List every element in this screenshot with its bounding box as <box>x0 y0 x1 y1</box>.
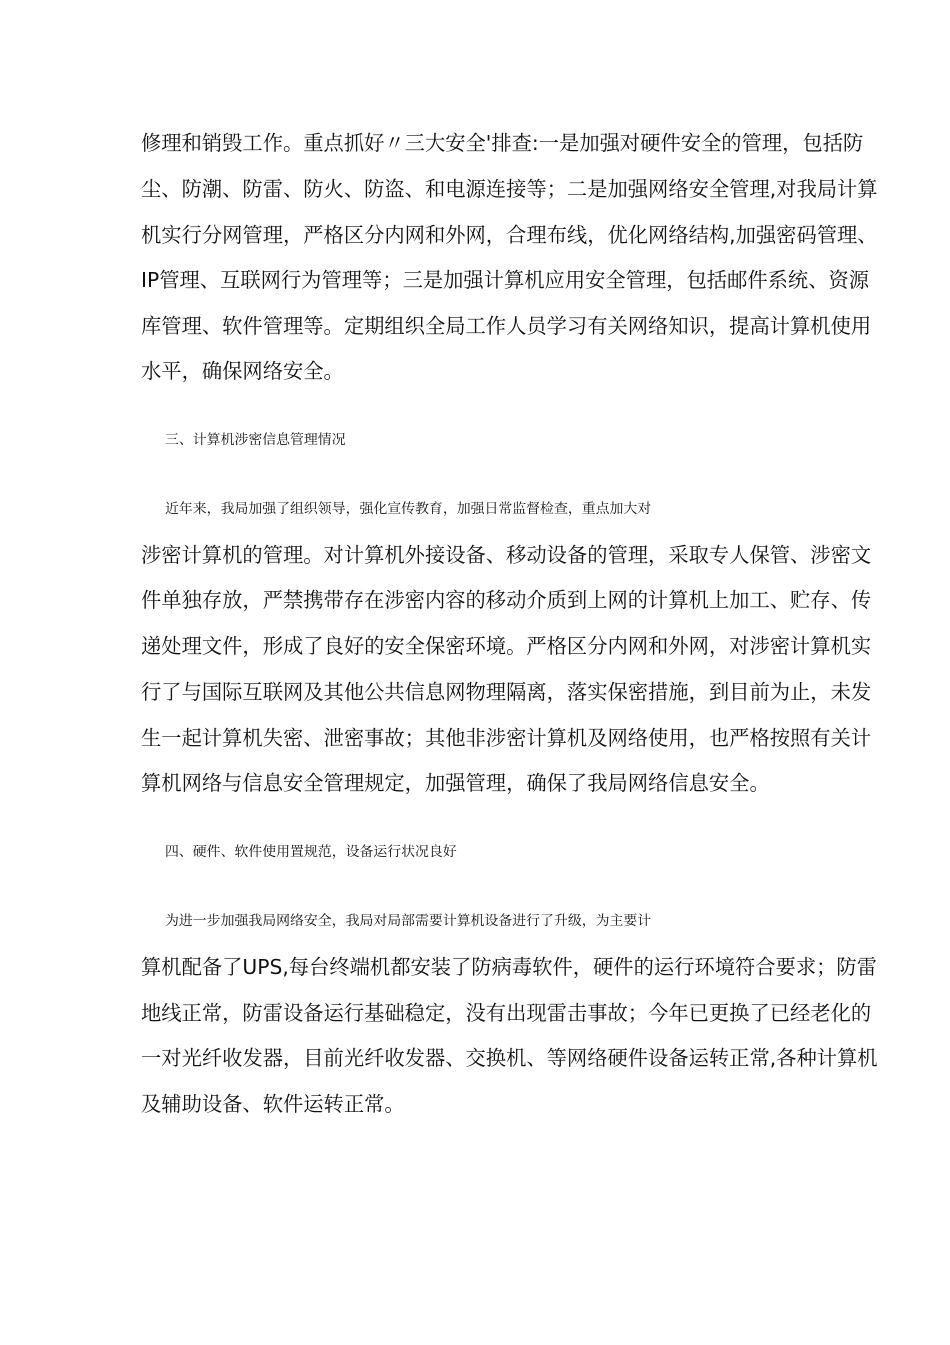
paragraph-line: 尘、防潮、防雷、防火、防盗、和电源连接等；二是加强网络安全管理,对我局计算 <box>141 177 878 201</box>
paragraph-line: 库管理、软件管理等。定期组织全局工作人员学习有关网络知识，提高计算机使用 <box>141 314 872 338</box>
paragraph-line: 行了与国际互联网及其他公共信息网物理隔离，落实保密措施，到目前为止，未发 <box>141 680 872 704</box>
paragraph-line: 修理和销毁工作。重点抓好〃三大安全'排查:一是加强对硬件安全的管理，包括防 <box>141 131 864 155</box>
paragraph-line: 件单独存放，严禁携带存在涉密内容的移动介质到上网的计算机上加工、贮存、传 <box>141 588 872 612</box>
paragraph-line: 算机网络与信息安全管理规定，加强管理，确保了我局网络信息安全。 <box>141 771 770 795</box>
paragraph-line: 递处理文件，形成了良好的安全保密环境。严格区分内网和外网，对涉密计算机实 <box>141 634 872 658</box>
paragraph-line: 近年来，我局加强了组织领导，强化宣传教育，加强日常监督检查，重点加大对 <box>165 501 652 517</box>
paragraph-line: 地线正常，防雷设备运行基础稳定，没有出现雷击事故；今年已更换了已经老化的 <box>141 1001 872 1025</box>
paragraph-line: 水平，确保网络安全。 <box>141 359 344 383</box>
section-heading: 四、硬件、软件使用置规范，设备运行状况良好 <box>165 844 457 860</box>
paragraph-line: IP管理、互联网行为管理等；三是加强计算机应用安全管理，包括邮件系统、资源 <box>141 268 870 292</box>
section-heading: 三、计算机涉密信息管理情况 <box>165 432 346 448</box>
paragraph-line: 一对光纤收发器，目前光纤收发器、交换机、等网络硬件设备运转正常,各种计算机 <box>141 1046 878 1070</box>
paragraph-line: 机实行分网管理，严格区分内网和外网，合理布线，优化网络结构,加强密码管理、 <box>141 223 878 247</box>
paragraph-line: 及辅助设备、软件运转正常。 <box>141 1092 405 1116</box>
paragraph-line: 生一起计算机失密、泄密事故；其他非涉密计算机及网络使用，也严格按照有关计 <box>141 726 872 750</box>
paragraph-line: 算机配备了UPS,每台终端机都安装了防病毒软件，硬件的运行环境符合要求；防雷 <box>141 955 877 979</box>
paragraph-line: 涉密计算机的管理。对计算机外接设备、移动设备的管理，采取专人保管、涉密文 <box>141 543 872 567</box>
paragraph-line: 为进一步加强我局网络安全，我局对局部需要计算机设备进行了升级，为主要计 <box>165 913 652 929</box>
